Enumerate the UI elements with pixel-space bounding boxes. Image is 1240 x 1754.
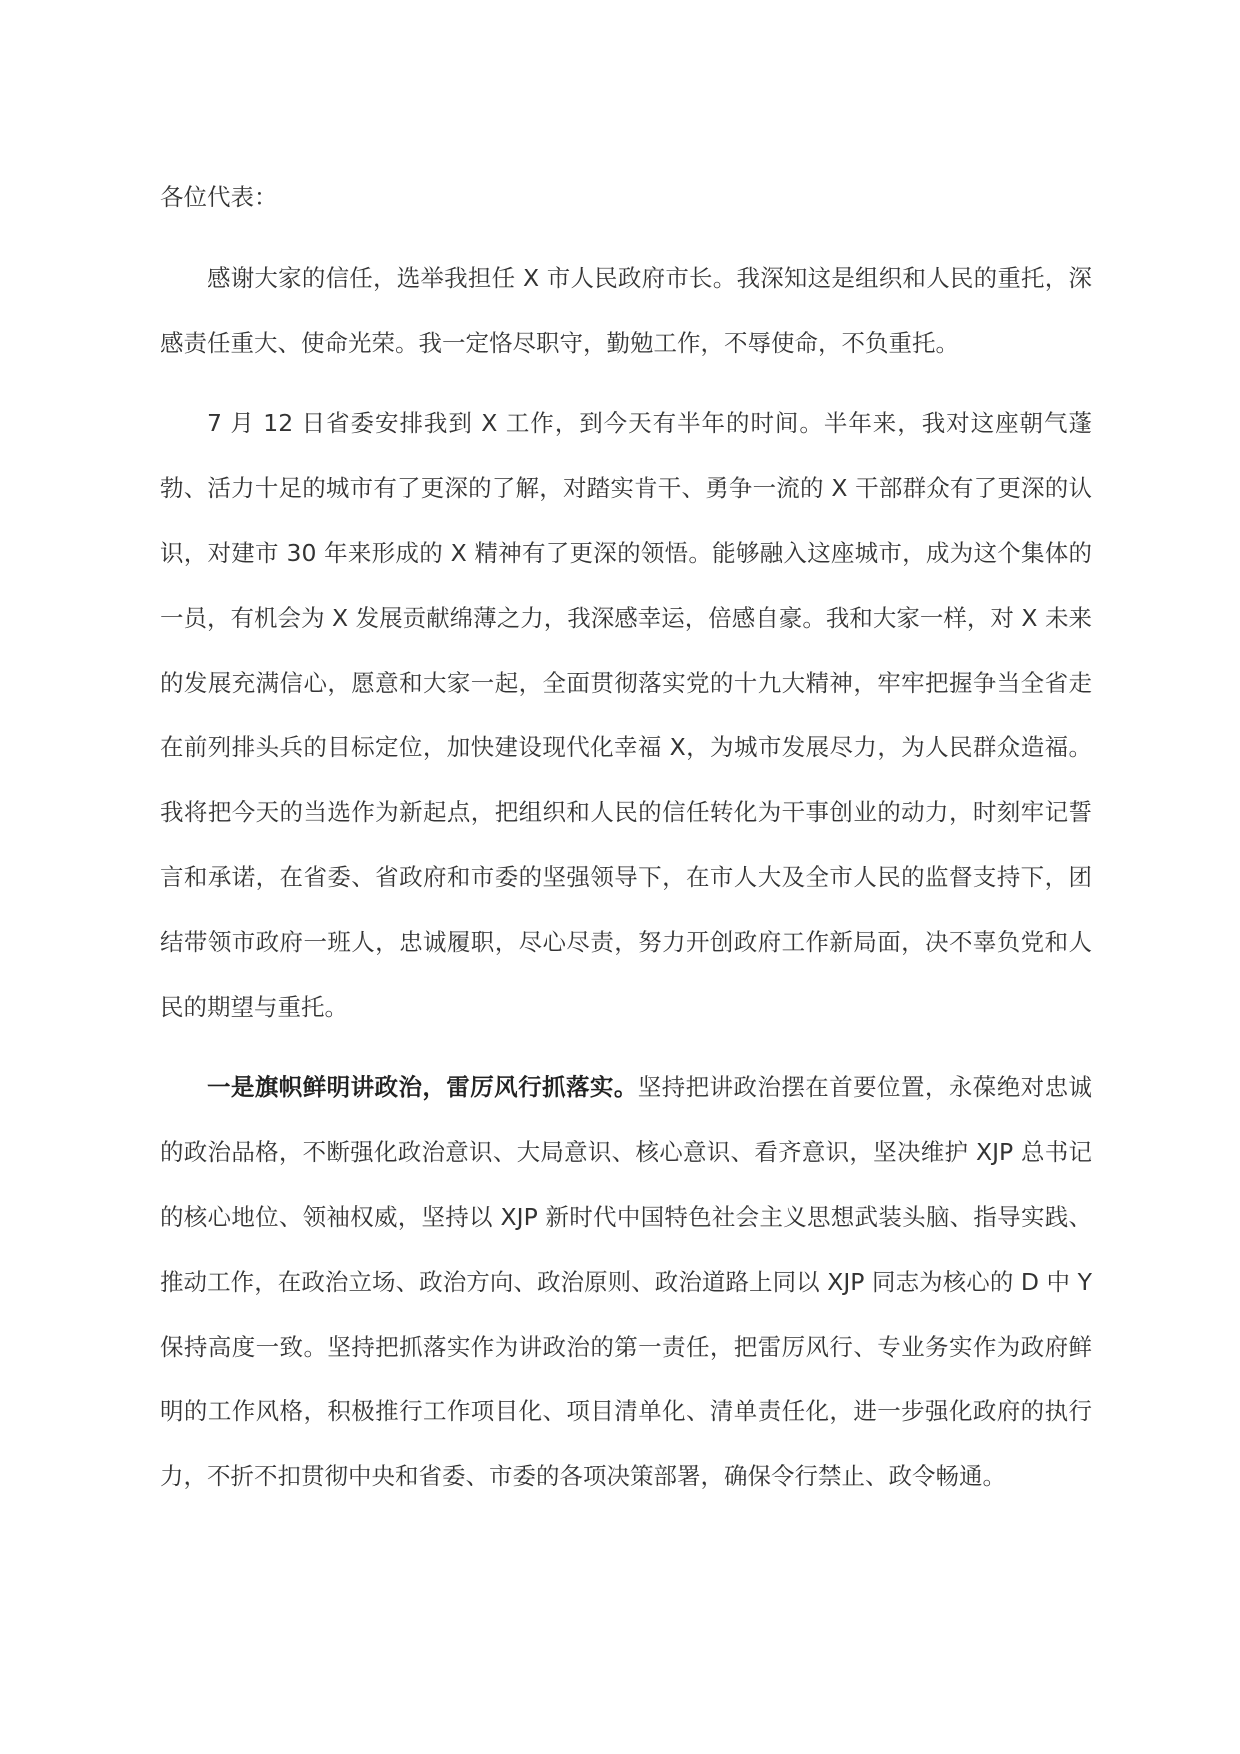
paragraph-lead-heading: 一是旗帜鲜明讲政治，雷厉风行抓落实。: [207, 1073, 638, 1102]
paragraph-politics: [160, 1055, 1092, 1509]
document-body: [160, 165, 1092, 1525]
paragraph-text: 感谢大家的信任，选举我担任 X 市人民政府市长。我深知这是组织和人民的重托，深感责任重大、使命光荣。我一定恪尽职守，勤勉工作，不辱使命，不负重托。: [160, 263, 1092, 357]
paragraph-half-year: [160, 391, 1092, 1039]
paragraph-text: 坚持把讲政治摆在首要位置，永葆绝对忠诚的政治品格，不断强化政治意识、大局意识、核心意识、看齐意识，坚决维护 XJP 总书记的核心地位、领袖权威，坚持以 XJP 新时代中国特色社会主义思想武装头脑、指导实践、推动工作，在政治立场、政治方向、政治原则、政治道路上同以 XJP 同志为核心的 D 中 Y 保持高度一致。坚持把抓落实作为讲政治的第一责任，把雷厉风行、专业务实作为政府鲜明的工作风格，积极推行工作项目化、项目清单化、清单责任化，进一步强化政府的执行力，不折不扣贯彻中央和省委、市委的各项决策部署，确保令行禁止、政令畅通。: [160, 1073, 1092, 1491]
salutation: 各位代表：: [160, 183, 278, 211]
paragraph-thanks: [160, 246, 1092, 376]
paragraph-text: 7 月 12 日省委安排我到 X 工作，到今天有半年的时间。半年来，我对这座朝气蓬勃、活力十足的城市有了更深的了解，对踏实肯干、勇争一流的 X 干部群众有了更深的认识，对建市 30 年来形成的 X 精神有了更深的领悟。能够融入这座城市，成为这个集体的一员，有机会为 X 发展贡献绵薄之力，我深感幸运，倍感自豪。我和大家一样，对 X 未来的发展充满信心，愿意和大家一起，全面贯彻落实党的十九大精神，牢牢把握争当全省走在前列排头兵的目标定位，加快建设现代化幸福 X，为城市发展尽力，为人民群众造福。我将把今天的当选作为新起点，把组织和人民的信任转化为干事创业的动力，时刻牢记誓言和承诺，在省委、省政府和市委的坚强领导下，在市人大及全市人民的监督支持下，团结带领市政府一班人，忠诚履职，尽心尽责，努力开创政府工作新局面，决不辜负党和人民的期望与重托。: [160, 409, 1092, 1021]
